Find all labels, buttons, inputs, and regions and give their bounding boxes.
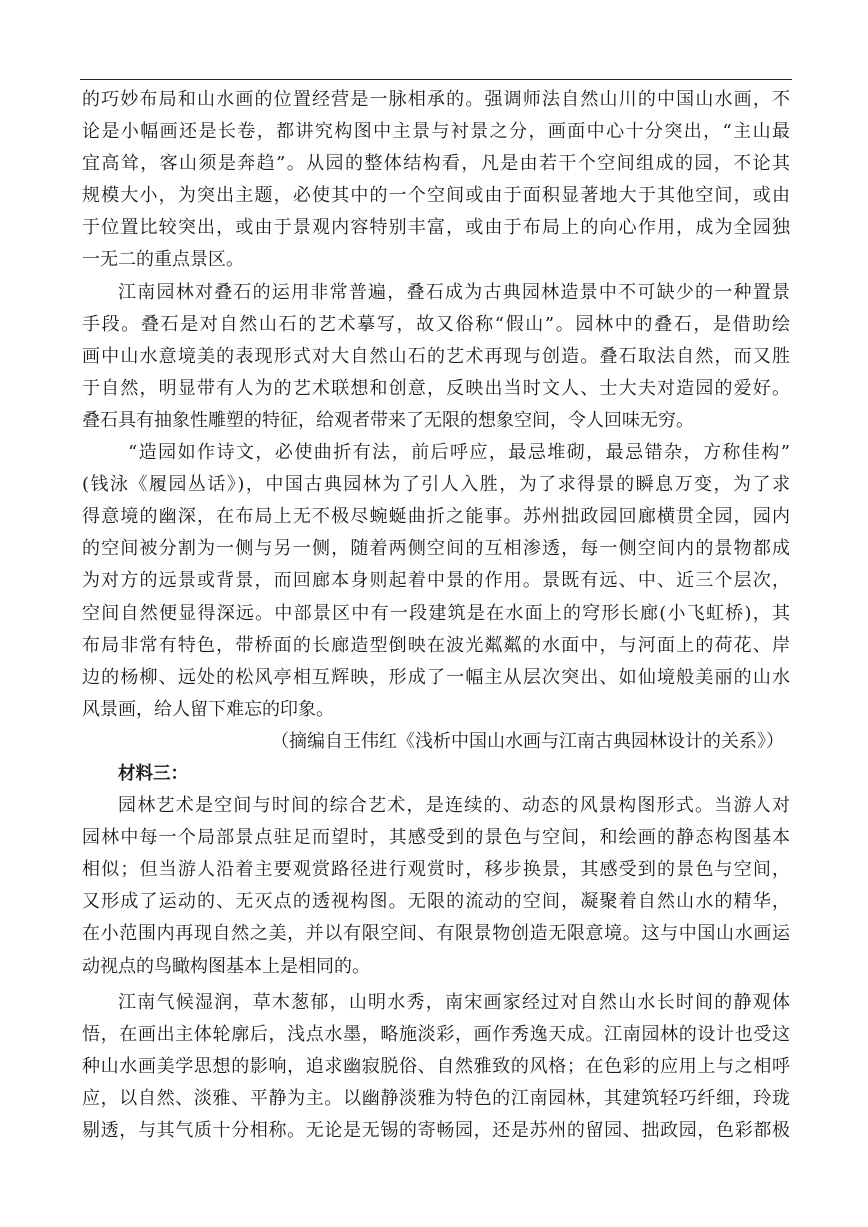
text-line: 风景画，给人留下难忘的印象。 xyxy=(82,698,334,720)
text-line: 叠石具有抽象性雕塑的特征，给观者带来了无限的想象空间，令人回味无穷。 xyxy=(82,409,694,431)
text-line: 的空间被分割为一侧与另一侧，随着两侧空间的互相渗透，每一侧空间内的景物都成 xyxy=(82,538,790,560)
text-line: 应，以自然、淡雅、平静为主。以幽静淡雅为特色的江南园林，其建筑轻巧纤细，玲珑 xyxy=(82,1087,790,1109)
text-line: 动视点的鸟瞰构图基本上是相同的。 xyxy=(82,955,370,977)
paragraph-climate-color xyxy=(82,987,790,1147)
paragraph-layout-composition xyxy=(82,84,790,277)
text-line: 于自然，明显带有人为的艺术联想和创意，反映出当时文人、士大夫对造园的爱好。 xyxy=(82,377,790,399)
text-line: 种山水画美学思想的影响，追求幽寂脱俗、自然雅致的风格；在色彩的应用上与之相呼 xyxy=(82,1055,790,1077)
text-line: 规模大小，为突出主题，必使其中的一个空间或由于面积显著地大于其他空间，或由 xyxy=(82,185,790,207)
text-line: 的巧妙布局和山水画的位置经营是一脉相承的。强调师法自然山川的中国山水画，不 xyxy=(82,89,790,110)
text-line: 又形成了运动的、无灭点的透视构图。无限的流动的空间，凝聚着自然山水的精华， xyxy=(82,891,790,913)
text-line: 画中山水意境美的表现形式对大自然山石的艺术再现与创造。叠石取法自然，而又胜 xyxy=(82,345,790,367)
article-body xyxy=(82,84,790,1147)
text-line: 空间自然便显得深远。中部景区中有一段建筑是在水面上的穹形长廊(小飞虹桥)，其 xyxy=(82,602,790,624)
text-line: 得意境的幽深，在布局上无不极尽蜿蜒曲折之能事。苏州拙政园回廊横贯全园，园内 xyxy=(82,506,790,528)
text-line: 江南气候湿润，草木葱郁，山明水秀，南宋画家经过对自然山水长时间的静观体 xyxy=(118,991,790,1013)
text-line: 园林艺术是空间与时间的综合艺术，是连续的、动态的风景构图形式。当游人对 xyxy=(118,795,790,817)
paragraph-space-time-art xyxy=(82,790,790,983)
text-line: 园林中每一个局部景点驻足而望时，其感受到的景色与空间，和绘画的静态构图基本 xyxy=(82,827,790,849)
text-line: 相似；但当游人沿着主要观赏路径进行观赏时，移步换景，其感受到的景色与空间， xyxy=(82,859,790,881)
source-citation: （摘编自王伟红《浅析中国山水画与江南古典园林设计的关系》） xyxy=(271,730,784,752)
text-line: 一无二的重点景区。 xyxy=(82,249,244,271)
text-line: 剔透，与其气质十分相称。无论是无锡的寄畅园，还是苏州的留园、拙政园，色彩都极 xyxy=(82,1120,790,1141)
text-line: (钱泳《履园丛话》)，中国古典园林为了引人入胜，为了求得景的瞬息万变，为了求 xyxy=(82,474,790,496)
text-line: 手段。叠石是对自然山石的艺术摹写，故又俗称“假山”。园林中的叠石，是借助绘 xyxy=(82,313,790,335)
text-line: 论是小幅画还是长卷，都讲究构图中主景与衬景之分，画面中心十分突出，“主山最 xyxy=(82,121,790,143)
paragraph-rockery xyxy=(82,277,790,437)
text-line: 布局非常有特色，带桥面的长廊造型倒映在波光粼粼的水面中，与河面上的荷花、岸 xyxy=(82,634,790,656)
header-rule xyxy=(80,79,792,80)
text-line: 为对方的远景或背景，而回廊本身则起着中景的作用。景既有远、中、近三个层次， xyxy=(82,570,790,592)
text-line: “造园如作诗文，必使曲折有法，前后呼应，最忌堆砌，最忌错杂，方称佳构” xyxy=(128,442,790,464)
text-line: 在小范围内再现自然之美，并以有限空间、有限景物创造无限意境。这与中国山水画运 xyxy=(82,923,790,945)
text-line: 于位置比较突出，或由于景观内容特别丰富，或由于布局上的向心作用，成为全园独 xyxy=(82,217,790,239)
text-line: 江南园林对叠石的运用非常普遍，叠石成为古典园林造景中不可缺少的一种置景 xyxy=(118,281,790,303)
text-line: 边的杨柳、远处的松风亭相互辉映，形成了一幅主从层次突出、如仙境般美丽的山水 xyxy=(82,666,790,688)
paragraph-winding-layout xyxy=(82,437,790,726)
text-line: 悟，在画出主体轮廓后，浅点水墨，略施淡彩，画作秀逸天成。江南园林的设计也受这 xyxy=(82,1023,790,1045)
text-line: 宜高耸，客山须是奔趋”。从园的整体结构看，凡是由若干个空间组成的园，不论其 xyxy=(82,153,790,175)
section-heading: 材料三： xyxy=(118,763,188,784)
